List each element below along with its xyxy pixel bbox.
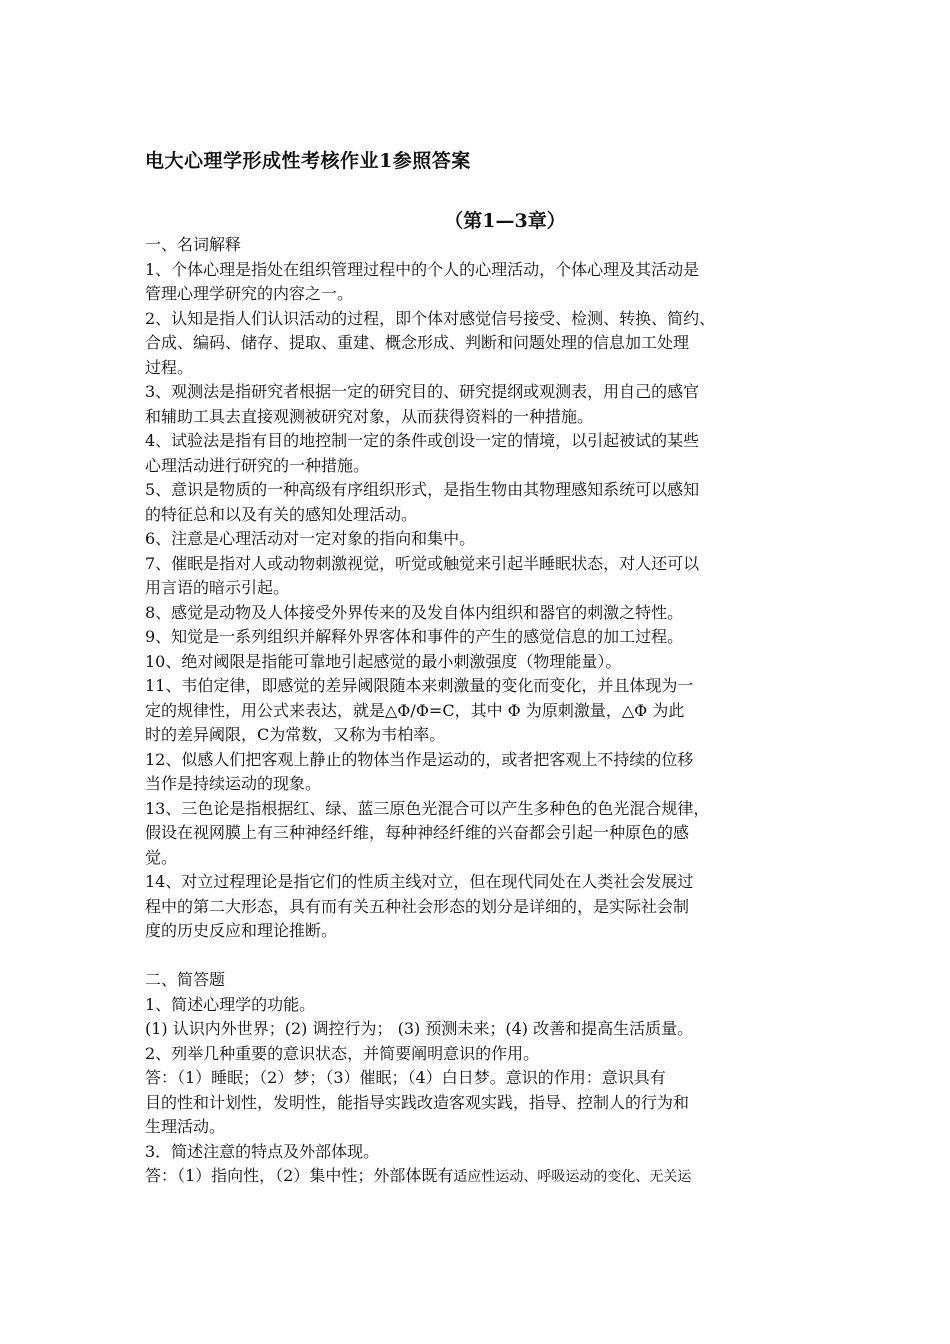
section-heading-definitions: 一、名词解释 <box>145 235 242 254</box>
paragraph-line: 定的规律性，用公式来表达，就是△Φ/Φ=C，其中 Φ 为原刺激量，△Φ 为此 <box>145 700 685 720</box>
paragraph-line: 的特征总和以及有关的感知处理活动。 <box>145 504 418 524</box>
paragraph-line: 8、感觉是动物及人体接受外界传来的及发自体内组织和器官的刺激之特性。 <box>145 602 684 622</box>
paragraph-line: 度的历史反应和理论推断。 <box>145 921 338 940</box>
paragraph-line: 10、绝对阈限是指能可靠地引起感觉的最小刺激强度（物理能量）。 <box>145 651 622 671</box>
paragraph-line: 管理心理学研究的内容之一。 <box>145 284 354 303</box>
answer-text-small: 适应性运动、呼吸运动的变化、无关运 <box>453 1169 692 1185</box>
paragraph-line: 觉。 <box>145 847 178 867</box>
paragraph-line: 14、对立过程理论是指它们的性质主线对立，但在现代同处在人类社会发展过 <box>145 872 694 891</box>
paragraph-line: 过程。 <box>145 357 194 377</box>
section-heading-short-answer: 二、简答题 <box>145 970 226 989</box>
section-spacer <box>145 944 825 969</box>
document-body <box>145 233 825 1189</box>
paragraph-line: 当作是持续运动的现象。 <box>145 774 322 793</box>
paragraph-line: 13、三色论是指根据红、绿、蓝三原色光混合可以产生多种色的色光混合规律， <box>145 798 710 818</box>
paragraph-line: 答：（1）睡眠；（2）梦；（3）催眠；（4）白日梦。意识的作用：意识具有 <box>145 1068 666 1087</box>
document-title: 电大心理学形成性考核作业1参照答案 <box>145 150 471 172</box>
paragraph-line: 3、观测法是指研究者根据一定的研究目的、研究提纲或观测表，用自己的感官 <box>145 382 700 401</box>
paragraph-line: 用言语的暗示引起。 <box>145 578 290 597</box>
paragraph-line: 2、认知是指人们认识活动的过程，即个体对感觉信号接受、检测、转换、简约、 <box>145 308 716 328</box>
paragraph-line: 9、知觉是一系列组织并解释外界客体和事件的产生的感觉信息的加工过程。 <box>145 627 684 646</box>
paragraph-line: 2、列举几种重要的意识状态，并简要阐明意识的作用。 <box>145 1043 540 1063</box>
paragraph-line <box>145 1164 825 1189</box>
paragraph-line: 程中的第二大形态，具有而有关五种社会形态的划分是详细的，是实际社会制 <box>145 896 690 916</box>
paragraph-line: 心理活动进行研究的一种措施。 <box>145 455 370 475</box>
paragraph-line: 4、试验法是指有目的地控制一定的条件或创设一定的情境，以引起被试的某些 <box>145 431 700 450</box>
answer-text: 答：（1）指向性，（2）集中性；外部体既有 <box>145 1166 454 1185</box>
paragraph-line: 11、韦伯定律，即感觉的差异阈限随本来刺激量的变化而变化，并且体现为一 <box>145 676 694 695</box>
chapter-heading: （第1—3章） <box>444 210 566 232</box>
paragraph-line: 6、注意是心理活动对一定对象的指向和集中。 <box>145 529 476 548</box>
paragraph-line: 1、个体心理是指处在组织管理过程中的个人的心理活动，个体心理及其活动是 <box>145 259 700 279</box>
paragraph-line: 时的差异阈限，C为常数，又称为韦柏率。 <box>145 725 446 744</box>
paragraph-line: (1) 认识内外世界；(2) 调控行为； (3) 预测未来；(4) 改善和提高生活质量。 <box>145 1019 694 1038</box>
paragraph-line: 7、催眠是指对人或动物刺激视觉，听觉或触觉来引起半睡眠状态，对人还可以 <box>145 553 700 573</box>
paragraph-line: 3．简述注意的特点及外部体现。 <box>145 1141 380 1161</box>
paragraph-line: 目的性和计划性，发明性，能指导实践改造客观实践，指导、控制人的行为和 <box>145 1092 690 1112</box>
paragraph-line: 假设在视网膜上有三种神经纤维，每种神经纤维的兴奋都会引起一种原色的感 <box>145 823 690 842</box>
paragraph-line: 合成、编码、储存、提取、重建、概念形成、判断和问题处理的信息加工处理 <box>145 333 690 352</box>
paragraph-line: 12、似感人们把客观上静止的物体当作是运动的，或者把客观上不持续的位移 <box>145 749 694 769</box>
paragraph-line: 5、意识是物质的一种高级有序组织形式，是指生物由其物理感知系统可以感知 <box>145 480 700 499</box>
paragraph-line: 和辅助工具去直接观测被研究对象，从而获得资料的一种措施。 <box>145 406 594 426</box>
paragraph-line: 生理活动。 <box>145 1117 226 1136</box>
paragraph-line: 1、简述心理学的功能。 <box>145 994 316 1014</box>
